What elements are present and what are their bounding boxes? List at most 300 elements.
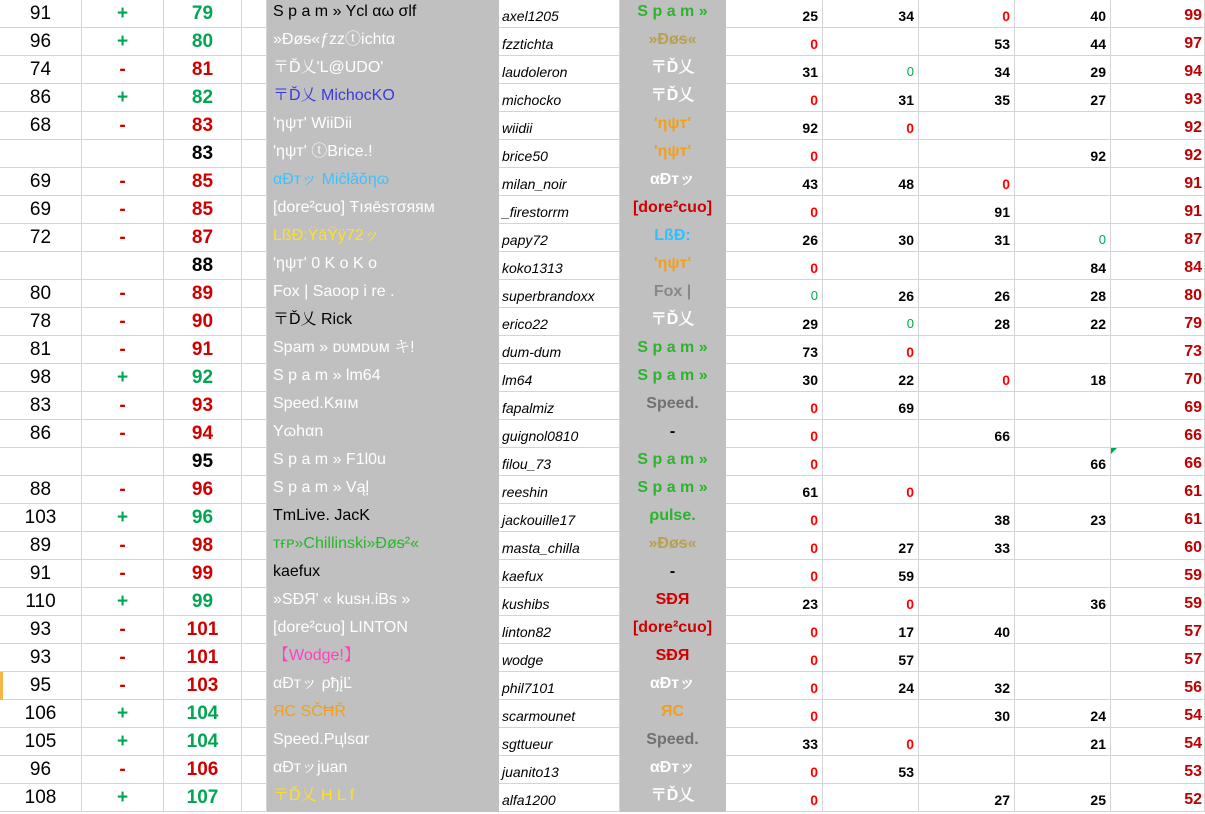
login-cell[interactable]: _firestorrm bbox=[499, 196, 620, 224]
score-cell-4[interactable]: 92 bbox=[1015, 140, 1111, 168]
clan-cell[interactable]: S p a m » bbox=[620, 0, 726, 28]
score-cell-1[interactable]: 0 bbox=[726, 784, 823, 812]
previous-rank-cell[interactable]: 80 bbox=[0, 280, 82, 308]
previous-rank-cell[interactable]: 81 bbox=[0, 336, 82, 364]
nickname-cell[interactable]: TmLive. JacK bbox=[267, 504, 499, 532]
previous-rank-cell[interactable]: 103 bbox=[0, 504, 82, 532]
trend-cell[interactable]: + bbox=[82, 28, 164, 56]
login-cell[interactable]: kushibs bbox=[499, 588, 620, 616]
score-cell-4[interactable] bbox=[1015, 392, 1111, 420]
rank-cell[interactable]: 96 bbox=[164, 504, 242, 532]
login-cell[interactable]: scarmounet bbox=[499, 700, 620, 728]
previous-rank-cell[interactable]: 88 bbox=[0, 476, 82, 504]
clan-cell[interactable]: 〒Ď乂 bbox=[620, 784, 726, 812]
clan-cell[interactable]: αÐтッ bbox=[620, 756, 726, 784]
score-cell-4[interactable] bbox=[1015, 532, 1111, 560]
score-cell-4[interactable] bbox=[1015, 672, 1111, 700]
score-cell-4[interactable]: 22 bbox=[1015, 308, 1111, 336]
score-cell-2[interactable]: 53 bbox=[823, 756, 919, 784]
score-cell-1[interactable]: 0 bbox=[726, 28, 823, 56]
empty-cell[interactable] bbox=[242, 616, 267, 644]
clan-cell[interactable]: SĐЯ bbox=[620, 644, 726, 672]
trend-cell[interactable]: - bbox=[82, 168, 164, 196]
previous-rank-cell[interactable]: 95 bbox=[0, 672, 82, 700]
rank-cell[interactable]: 104 bbox=[164, 700, 242, 728]
score-cell-2[interactable]: 59 bbox=[823, 560, 919, 588]
total-score-cell[interactable]: 61 bbox=[1111, 504, 1205, 532]
total-score-cell[interactable]: 92 bbox=[1111, 140, 1205, 168]
score-cell-1[interactable]: 0 bbox=[726, 280, 823, 308]
empty-cell[interactable] bbox=[242, 56, 267, 84]
trend-cell[interactable]: - bbox=[82, 112, 164, 140]
score-cell-4[interactable]: 23 bbox=[1015, 504, 1111, 532]
nickname-cell[interactable]: [dore²cuo] LINTON bbox=[267, 616, 499, 644]
rank-cell[interactable]: 89 bbox=[164, 280, 242, 308]
rank-cell[interactable]: 106 bbox=[164, 756, 242, 784]
previous-rank-cell[interactable]: 93 bbox=[0, 616, 82, 644]
total-score-cell[interactable]: 87 bbox=[1111, 224, 1205, 252]
login-cell[interactable]: erico22 bbox=[499, 308, 620, 336]
rank-cell[interactable]: 107 bbox=[164, 784, 242, 812]
nickname-cell[interactable]: αÐтッjuan bbox=[267, 756, 499, 784]
score-cell-2[interactable]: 0 bbox=[823, 112, 919, 140]
empty-cell[interactable] bbox=[242, 224, 267, 252]
rank-cell[interactable]: 95 bbox=[164, 448, 242, 476]
clan-cell[interactable]: αÐтッ bbox=[620, 672, 726, 700]
score-cell-1[interactable]: 25 bbox=[726, 0, 823, 28]
login-cell[interactable]: phil7101 bbox=[499, 672, 620, 700]
login-cell[interactable]: wodge bbox=[499, 644, 620, 672]
rank-cell[interactable]: 103 bbox=[164, 672, 242, 700]
clan-cell[interactable]: [dore²cuo] bbox=[620, 616, 726, 644]
nickname-cell[interactable]: »SĐЯ' « kusн.iBs » bbox=[267, 588, 499, 616]
nickname-cell[interactable]: LßĐ:ŸāŸÿ72ッ bbox=[267, 224, 499, 252]
score-cell-3[interactable]: 30 bbox=[919, 700, 1015, 728]
trend-cell[interactable]: - bbox=[82, 224, 164, 252]
score-cell-2[interactable]: 57 bbox=[823, 644, 919, 672]
rank-cell[interactable]: 92 bbox=[164, 364, 242, 392]
nickname-cell[interactable]: S p a m » F1l0u bbox=[267, 448, 499, 476]
score-cell-2[interactable]: 48 bbox=[823, 168, 919, 196]
login-cell[interactable]: koko1313 bbox=[499, 252, 620, 280]
nickname-cell[interactable]: αÐтッ ρђįĽ bbox=[267, 672, 499, 700]
empty-cell[interactable] bbox=[242, 112, 267, 140]
total-score-cell[interactable]: 59 bbox=[1111, 588, 1205, 616]
nickname-cell[interactable]: αÐтッ Miĉłăŏηɷ bbox=[267, 168, 499, 196]
score-cell-4[interactable] bbox=[1015, 112, 1111, 140]
empty-cell[interactable] bbox=[242, 168, 267, 196]
score-cell-1[interactable]: 0 bbox=[726, 616, 823, 644]
total-score-cell[interactable]: 94 bbox=[1111, 56, 1205, 84]
trend-cell[interactable]: + bbox=[82, 728, 164, 756]
nickname-cell[interactable]: 〒Ď乂 MichocKO bbox=[267, 84, 499, 112]
score-cell-1[interactable]: 0 bbox=[726, 84, 823, 112]
nickname-cell[interactable]: Fox | Saoop i re . bbox=[267, 280, 499, 308]
score-cell-1[interactable]: 0 bbox=[726, 672, 823, 700]
total-score-cell[interactable]: 57 bbox=[1111, 644, 1205, 672]
clan-cell[interactable]: 〒Ď乂 bbox=[620, 56, 726, 84]
score-cell-4[interactable] bbox=[1015, 336, 1111, 364]
login-cell[interactable]: fapalmiz bbox=[499, 392, 620, 420]
score-cell-2[interactable]: 31 bbox=[823, 84, 919, 112]
score-cell-1[interactable]: 73 bbox=[726, 336, 823, 364]
total-score-cell[interactable]: 97 bbox=[1111, 28, 1205, 56]
clan-cell[interactable]: LßĐ: bbox=[620, 224, 726, 252]
score-cell-2[interactable]: 24 bbox=[823, 672, 919, 700]
score-cell-3[interactable] bbox=[919, 560, 1015, 588]
trend-cell[interactable]: - bbox=[82, 336, 164, 364]
total-score-cell[interactable]: 69 bbox=[1111, 392, 1205, 420]
trend-cell[interactable]: - bbox=[82, 672, 164, 700]
score-cell-4[interactable] bbox=[1015, 420, 1111, 448]
login-cell[interactable]: alfa1200 bbox=[499, 784, 620, 812]
clan-cell[interactable]: Speed. bbox=[620, 728, 726, 756]
clan-cell[interactable]: 〒Ď乂 bbox=[620, 308, 726, 336]
nickname-cell[interactable]: Spam » ᴅᴜᴍᴅᴜᴍ キ! bbox=[267, 336, 499, 364]
score-cell-2[interactable]: 34 bbox=[823, 0, 919, 28]
score-cell-3[interactable]: 40 bbox=[919, 616, 1015, 644]
clan-cell[interactable]: [dore²cuo] bbox=[620, 196, 726, 224]
rank-cell[interactable]: 99 bbox=[164, 560, 242, 588]
score-cell-2[interactable]: 69 bbox=[823, 392, 919, 420]
rank-cell[interactable]: 85 bbox=[164, 168, 242, 196]
previous-rank-cell[interactable] bbox=[0, 252, 82, 280]
total-score-cell[interactable]: 56 bbox=[1111, 672, 1205, 700]
total-score-cell[interactable]: 52 bbox=[1111, 784, 1205, 812]
score-cell-1[interactable]: 0 bbox=[726, 252, 823, 280]
nickname-cell[interactable]: 〒Ď乂'L@UDO' bbox=[267, 56, 499, 84]
clan-cell[interactable]: S p a m » bbox=[620, 364, 726, 392]
score-cell-3[interactable]: 31 bbox=[919, 224, 1015, 252]
score-cell-2[interactable]: 17 bbox=[823, 616, 919, 644]
trend-cell[interactable]: - bbox=[82, 392, 164, 420]
total-score-cell[interactable]: 79 bbox=[1111, 308, 1205, 336]
nickname-cell[interactable]: Yɷhαn bbox=[267, 420, 499, 448]
nickname-cell[interactable]: 【Wodge!】 bbox=[267, 644, 499, 672]
score-cell-4[interactable] bbox=[1015, 560, 1111, 588]
clan-cell[interactable]: Speed. bbox=[620, 392, 726, 420]
nickname-cell[interactable]: S p a m » Vąļ bbox=[267, 476, 499, 504]
score-cell-3[interactable]: 0 bbox=[919, 0, 1015, 28]
score-cell-4[interactable] bbox=[1015, 756, 1111, 784]
empty-cell[interactable] bbox=[242, 700, 267, 728]
login-cell[interactable]: linton82 bbox=[499, 616, 620, 644]
score-cell-1[interactable]: 92 bbox=[726, 112, 823, 140]
total-score-cell[interactable]: 54 bbox=[1111, 728, 1205, 756]
score-cell-3[interactable] bbox=[919, 588, 1015, 616]
score-cell-3[interactable]: 28 bbox=[919, 308, 1015, 336]
previous-rank-cell[interactable]: 91 bbox=[0, 560, 82, 588]
score-cell-4[interactable]: 40 bbox=[1015, 0, 1111, 28]
login-cell[interactable]: sgttueur bbox=[499, 728, 620, 756]
trend-cell[interactable]: - bbox=[82, 196, 164, 224]
login-cell[interactable]: jackouille17 bbox=[499, 504, 620, 532]
clan-cell[interactable]: ρulse. bbox=[620, 504, 726, 532]
score-cell-1[interactable]: 0 bbox=[726, 560, 823, 588]
total-score-cell[interactable]: 80 bbox=[1111, 280, 1205, 308]
score-cell-2[interactable]: 26 bbox=[823, 280, 919, 308]
score-cell-1[interactable]: 43 bbox=[726, 168, 823, 196]
score-cell-2[interactable] bbox=[823, 28, 919, 56]
score-cell-3[interactable] bbox=[919, 644, 1015, 672]
total-score-cell[interactable]: 91 bbox=[1111, 168, 1205, 196]
login-cell[interactable]: dum-dum bbox=[499, 336, 620, 364]
score-cell-2[interactable]: 0 bbox=[823, 56, 919, 84]
rank-cell[interactable]: 101 bbox=[164, 616, 242, 644]
previous-rank-cell[interactable]: 68 bbox=[0, 112, 82, 140]
trend-cell[interactable] bbox=[82, 448, 164, 476]
empty-cell[interactable] bbox=[242, 392, 267, 420]
score-cell-4[interactable]: 29 bbox=[1015, 56, 1111, 84]
total-score-cell[interactable]: 61 bbox=[1111, 476, 1205, 504]
empty-cell[interactable] bbox=[242, 252, 267, 280]
previous-rank-cell[interactable]: 83 bbox=[0, 392, 82, 420]
score-cell-2[interactable] bbox=[823, 140, 919, 168]
score-cell-3[interactable]: 91 bbox=[919, 196, 1015, 224]
score-cell-3[interactable] bbox=[919, 476, 1015, 504]
score-cell-1[interactable]: 31 bbox=[726, 56, 823, 84]
score-cell-2[interactable]: 22 bbox=[823, 364, 919, 392]
score-cell-4[interactable]: 27 bbox=[1015, 84, 1111, 112]
nickname-cell[interactable]: kaefux bbox=[267, 560, 499, 588]
score-cell-3[interactable] bbox=[919, 252, 1015, 280]
trend-cell[interactable]: - bbox=[82, 756, 164, 784]
score-cell-4[interactable]: 44 bbox=[1015, 28, 1111, 56]
rank-cell[interactable]: 85 bbox=[164, 196, 242, 224]
login-cell[interactable]: guignol0810 bbox=[499, 420, 620, 448]
trend-cell[interactable]: + bbox=[82, 0, 164, 28]
trend-cell[interactable]: - bbox=[82, 560, 164, 588]
login-cell[interactable]: michocko bbox=[499, 84, 620, 112]
score-cell-4[interactable] bbox=[1015, 616, 1111, 644]
login-cell[interactable]: masta_chilla bbox=[499, 532, 620, 560]
total-score-cell[interactable]: 57 bbox=[1111, 616, 1205, 644]
clan-cell[interactable]: Fox | bbox=[620, 280, 726, 308]
total-score-cell[interactable]: 54 bbox=[1111, 700, 1205, 728]
total-score-cell[interactable]: 66 bbox=[1111, 448, 1205, 476]
score-cell-2[interactable]: 0 bbox=[823, 476, 919, 504]
empty-cell[interactable] bbox=[242, 28, 267, 56]
rank-cell[interactable]: 90 bbox=[164, 308, 242, 336]
previous-rank-cell[interactable]: 78 bbox=[0, 308, 82, 336]
score-cell-3[interactable] bbox=[919, 728, 1015, 756]
trend-cell[interactable]: - bbox=[82, 532, 164, 560]
nickname-cell[interactable]: S p a m » lm64 bbox=[267, 364, 499, 392]
nickname-cell[interactable]: ᴛғᴘ»Chillinski»Ðøᵴ²« bbox=[267, 532, 499, 560]
score-cell-1[interactable]: 0 bbox=[726, 196, 823, 224]
score-cell-1[interactable]: 61 bbox=[726, 476, 823, 504]
clan-cell[interactable]: SĐЯ bbox=[620, 588, 726, 616]
rank-cell[interactable]: 93 bbox=[164, 392, 242, 420]
empty-cell[interactable] bbox=[242, 504, 267, 532]
previous-rank-cell[interactable] bbox=[0, 140, 82, 168]
score-cell-2[interactable]: 0 bbox=[823, 588, 919, 616]
rank-cell[interactable]: 80 bbox=[164, 28, 242, 56]
clan-cell[interactable]: ЯC bbox=[620, 700, 726, 728]
nickname-cell[interactable]: 'ηψт' WiiDii bbox=[267, 112, 499, 140]
score-cell-2[interactable] bbox=[823, 784, 919, 812]
clan-cell[interactable]: αÐтッ bbox=[620, 168, 726, 196]
score-cell-1[interactable]: 33 bbox=[726, 728, 823, 756]
trend-cell[interactable]: + bbox=[82, 364, 164, 392]
rank-cell[interactable]: 104 bbox=[164, 728, 242, 756]
rank-cell[interactable]: 94 bbox=[164, 420, 242, 448]
empty-cell[interactable] bbox=[242, 140, 267, 168]
empty-cell[interactable] bbox=[242, 672, 267, 700]
trend-cell[interactable]: - bbox=[82, 616, 164, 644]
score-cell-4[interactable] bbox=[1015, 476, 1111, 504]
rank-cell[interactable]: 79 bbox=[164, 0, 242, 28]
total-score-cell[interactable]: 91 bbox=[1111, 196, 1205, 224]
rank-cell[interactable]: 96 bbox=[164, 476, 242, 504]
empty-cell[interactable] bbox=[242, 336, 267, 364]
empty-cell[interactable] bbox=[242, 420, 267, 448]
nickname-cell[interactable]: S p a m » Ycl αω σlf bbox=[267, 0, 499, 28]
trend-cell[interactable]: + bbox=[82, 784, 164, 812]
empty-cell[interactable] bbox=[242, 280, 267, 308]
total-score-cell[interactable]: 93 bbox=[1111, 84, 1205, 112]
trend-cell[interactable]: - bbox=[82, 476, 164, 504]
score-cell-3[interactable] bbox=[919, 448, 1015, 476]
previous-rank-cell[interactable]: 105 bbox=[0, 728, 82, 756]
trend-cell[interactable]: - bbox=[82, 644, 164, 672]
score-cell-2[interactable] bbox=[823, 448, 919, 476]
nickname-cell[interactable]: 'ηψт' ⓣBrice.! bbox=[267, 140, 499, 168]
score-cell-2[interactable]: 30 bbox=[823, 224, 919, 252]
clan-cell[interactable]: »Ðøᵴ« bbox=[620, 28, 726, 56]
score-cell-4[interactable]: 84 bbox=[1015, 252, 1111, 280]
previous-rank-cell[interactable]: 96 bbox=[0, 756, 82, 784]
login-cell[interactable]: juanito13 bbox=[499, 756, 620, 784]
score-cell-2[interactable]: 0 bbox=[823, 308, 919, 336]
total-score-cell[interactable]: 84 bbox=[1111, 252, 1205, 280]
empty-cell[interactable] bbox=[242, 588, 267, 616]
score-cell-3[interactable]: 38 bbox=[919, 504, 1015, 532]
empty-cell[interactable] bbox=[242, 0, 267, 28]
clan-cell[interactable]: - bbox=[620, 420, 726, 448]
login-cell[interactable]: axel1205 bbox=[499, 0, 620, 28]
clan-cell[interactable]: S p a m » bbox=[620, 336, 726, 364]
empty-cell[interactable] bbox=[242, 728, 267, 756]
score-cell-1[interactable]: 0 bbox=[726, 756, 823, 784]
trend-cell[interactable]: + bbox=[82, 84, 164, 112]
score-cell-3[interactable]: 32 bbox=[919, 672, 1015, 700]
total-score-cell[interactable]: 70 bbox=[1111, 364, 1205, 392]
previous-rank-cell[interactable]: 93 bbox=[0, 644, 82, 672]
score-cell-4[interactable] bbox=[1015, 196, 1111, 224]
nickname-cell[interactable]: Speed.Kяıм bbox=[267, 392, 499, 420]
previous-rank-cell[interactable]: 72 bbox=[0, 224, 82, 252]
login-cell[interactable]: filou_73 bbox=[499, 448, 620, 476]
rank-cell[interactable]: 99 bbox=[164, 588, 242, 616]
trend-cell[interactable] bbox=[82, 252, 164, 280]
score-cell-3[interactable] bbox=[919, 336, 1015, 364]
previous-rank-cell[interactable]: 108 bbox=[0, 784, 82, 812]
previous-rank-cell[interactable]: 91 bbox=[0, 0, 82, 28]
score-cell-1[interactable]: 0 bbox=[726, 644, 823, 672]
score-cell-1[interactable]: 0 bbox=[726, 420, 823, 448]
score-cell-2[interactable] bbox=[823, 420, 919, 448]
empty-cell[interactable] bbox=[242, 756, 267, 784]
previous-rank-cell[interactable]: 86 bbox=[0, 420, 82, 448]
previous-rank-cell[interactable]: 110 bbox=[0, 588, 82, 616]
empty-cell[interactable] bbox=[242, 644, 267, 672]
score-cell-1[interactable]: 0 bbox=[726, 532, 823, 560]
score-cell-2[interactable]: 0 bbox=[823, 336, 919, 364]
previous-rank-cell[interactable]: 86 bbox=[0, 84, 82, 112]
trend-cell[interactable]: - bbox=[82, 280, 164, 308]
score-cell-1[interactable]: 0 bbox=[726, 392, 823, 420]
empty-cell[interactable] bbox=[242, 532, 267, 560]
score-cell-3[interactable]: 35 bbox=[919, 84, 1015, 112]
clan-cell[interactable]: S p a m » bbox=[620, 448, 726, 476]
rank-cell[interactable]: 98 bbox=[164, 532, 242, 560]
score-cell-4[interactable]: 24 bbox=[1015, 700, 1111, 728]
total-score-cell[interactable]: 92 bbox=[1111, 112, 1205, 140]
score-cell-4[interactable]: 18 bbox=[1015, 364, 1111, 392]
previous-rank-cell[interactable] bbox=[0, 448, 82, 476]
score-cell-3[interactable] bbox=[919, 112, 1015, 140]
score-cell-4[interactable]: 0 bbox=[1015, 224, 1111, 252]
rank-cell[interactable]: 87 bbox=[164, 224, 242, 252]
login-cell[interactable]: lm64 bbox=[499, 364, 620, 392]
trend-cell[interactable]: + bbox=[82, 588, 164, 616]
score-cell-3[interactable] bbox=[919, 140, 1015, 168]
previous-rank-cell[interactable]: 98 bbox=[0, 364, 82, 392]
empty-cell[interactable] bbox=[242, 308, 267, 336]
login-cell[interactable]: laudoleron bbox=[499, 56, 620, 84]
login-cell[interactable]: milan_noir bbox=[499, 168, 620, 196]
score-cell-1[interactable]: 0 bbox=[726, 700, 823, 728]
score-cell-3[interactable]: 53 bbox=[919, 28, 1015, 56]
score-cell-4[interactable]: 36 bbox=[1015, 588, 1111, 616]
login-cell[interactable]: brice50 bbox=[499, 140, 620, 168]
score-cell-3[interactable] bbox=[919, 392, 1015, 420]
trend-cell[interactable]: + bbox=[82, 504, 164, 532]
nickname-cell[interactable]: »Ðøᵴ«ƒzzⓣichtα bbox=[267, 28, 499, 56]
trend-cell[interactable]: - bbox=[82, 56, 164, 84]
rank-cell[interactable]: 88 bbox=[164, 252, 242, 280]
rank-cell[interactable]: 82 bbox=[164, 84, 242, 112]
login-cell[interactable]: reeshin bbox=[499, 476, 620, 504]
score-cell-1[interactable]: 26 bbox=[726, 224, 823, 252]
empty-cell[interactable] bbox=[242, 476, 267, 504]
rank-cell[interactable]: 83 bbox=[164, 140, 242, 168]
score-cell-3[interactable]: 26 bbox=[919, 280, 1015, 308]
empty-cell[interactable] bbox=[242, 84, 267, 112]
score-cell-1[interactable]: 0 bbox=[726, 504, 823, 532]
rank-cell[interactable]: 101 bbox=[164, 644, 242, 672]
clan-cell[interactable]: 'ηψт' bbox=[620, 140, 726, 168]
score-cell-1[interactable]: 23 bbox=[726, 588, 823, 616]
login-cell[interactable]: wiidii bbox=[499, 112, 620, 140]
login-cell[interactable]: papy72 bbox=[499, 224, 620, 252]
score-cell-3[interactable]: 0 bbox=[919, 364, 1015, 392]
previous-rank-cell[interactable]: 74 bbox=[0, 56, 82, 84]
total-score-cell[interactable]: 66 bbox=[1111, 420, 1205, 448]
score-cell-3[interactable]: 66 bbox=[919, 420, 1015, 448]
score-cell-2[interactable] bbox=[823, 504, 919, 532]
previous-rank-cell[interactable]: 89 bbox=[0, 532, 82, 560]
clan-cell[interactable]: - bbox=[620, 560, 726, 588]
score-cell-2[interactable] bbox=[823, 252, 919, 280]
score-cell-4[interactable]: 25 bbox=[1015, 784, 1111, 812]
nickname-cell[interactable]: 'ηψт' 0 K o K o bbox=[267, 252, 499, 280]
score-cell-1[interactable]: 29 bbox=[726, 308, 823, 336]
total-score-cell[interactable]: 99 bbox=[1111, 0, 1205, 28]
score-cell-1[interactable]: 0 bbox=[726, 448, 823, 476]
trend-cell[interactable] bbox=[82, 140, 164, 168]
